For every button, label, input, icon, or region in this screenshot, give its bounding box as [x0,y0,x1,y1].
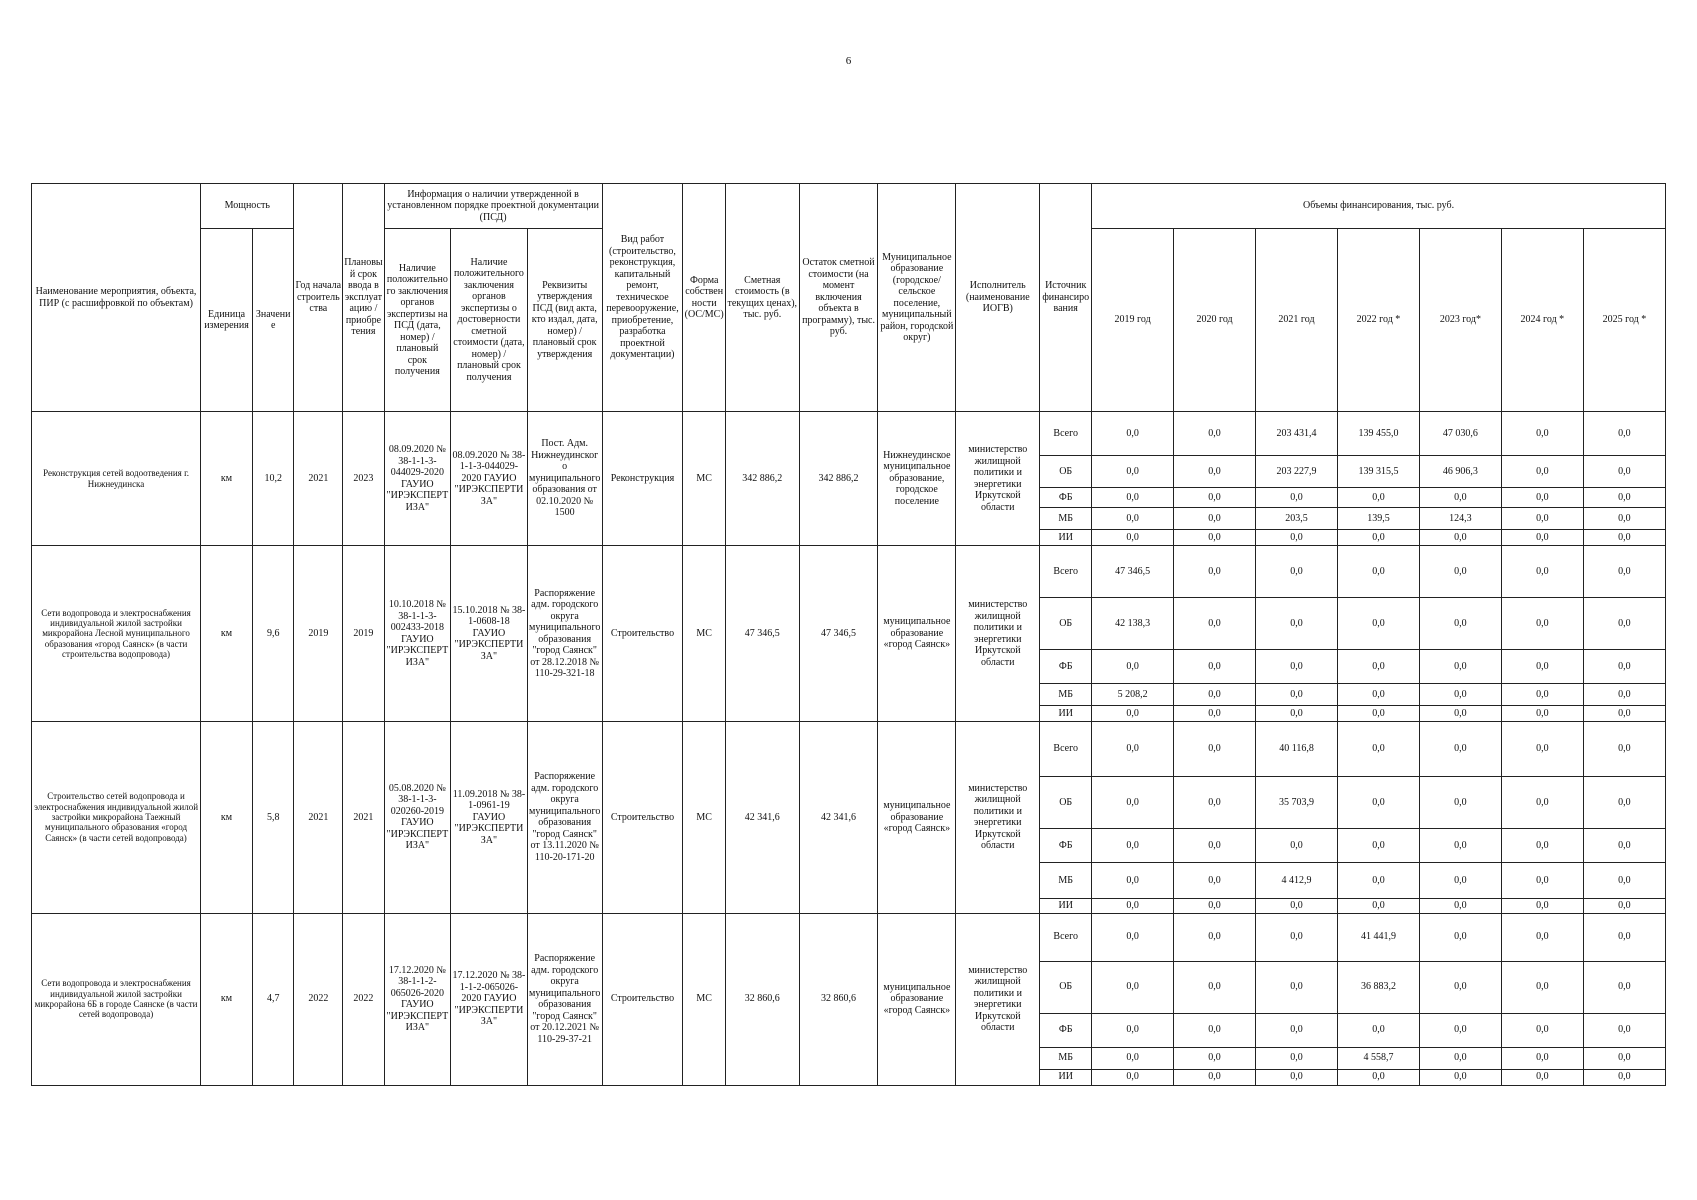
funding-value: 0,0 [1419,829,1501,863]
header-year-2024: 2024 год * [1501,229,1583,412]
remaining-cost: 342 886,2 [799,412,878,546]
funding-value: 0,0 [1337,706,1419,722]
funding-source: Всего [1040,722,1092,777]
psd-details: Пост. Адм. Нижнеудинского муниципального образования от 02.10.2020 № 1500 [527,412,602,546]
funding-value: 0,0 [1501,530,1583,546]
funding-source: ФБ [1040,488,1092,508]
funding-value: 0,0 [1174,456,1256,488]
funding-value: 0,0 [1583,1047,1665,1069]
municipality: муниципальное образование «город Саянск» [878,546,956,722]
funding-value: 0,0 [1256,684,1338,706]
funding-value: 0,0 [1174,829,1256,863]
funding-value: 0,0 [1583,899,1665,914]
funding-value: 47 346,5 [1092,546,1174,598]
planned-date: 2019 [343,546,384,722]
header-estimated-cost: Сметная стоимость (в текущих ценах), тыс. руб. [725,184,799,412]
funding-value: 0,0 [1092,1069,1174,1085]
funding-value: 0,0 [1092,1013,1174,1047]
header-year-2019: 2019 год [1092,229,1174,412]
funding-value: 0,0 [1501,508,1583,530]
funding-value: 0,0 [1501,706,1583,722]
funding-value: 0,0 [1337,863,1419,899]
funding-value: 0,0 [1419,530,1501,546]
funding-value: 47 030,6 [1419,412,1501,456]
estimated-cost: 342 886,2 [725,412,799,546]
psd-expertise: 08.09.2020 № 38-1-1-3-044029-2020 ГАУИО "ИРЭКСПЕРТИЗА" [384,412,450,546]
funding-value: 0,0 [1092,913,1174,961]
psd-estimate: 08.09.2020 № 38-1-1-3-044029-2020 ГАУИО "ИРЭКСПЕРТИЗА" [451,412,528,546]
funding-value: 0,0 [1092,650,1174,684]
funding-value: 0,0 [1174,722,1256,777]
executor: министерство жилищной политики и энергетики Иркутской области [956,722,1040,914]
funding-value: 40 116,8 [1256,722,1338,777]
table-header [32,184,1666,412]
work-type: Строительство [602,913,683,1085]
funding-value: 0,0 [1501,777,1583,829]
funding-value: 5 208,2 [1092,684,1174,706]
funding-value: 0,0 [1174,706,1256,722]
funding-source: ОБ [1040,961,1092,1013]
header-executor: Исполнитель (наименование ИОГВ) [956,184,1040,412]
funding-value: 4 558,7 [1337,1047,1419,1069]
funding-value: 0,0 [1501,684,1583,706]
funding-value: 0,0 [1583,1069,1665,1085]
header-year-2023: 2023 год* [1419,229,1501,412]
funding-value: 0,0 [1092,412,1174,456]
estimated-cost: 47 346,5 [725,546,799,722]
funding-value: 0,0 [1501,1047,1583,1069]
funding-value: 0,0 [1583,1013,1665,1047]
funding-source: ОБ [1040,777,1092,829]
funding-source: МБ [1040,684,1092,706]
planned-date: 2021 [343,722,384,914]
funding-value: 0,0 [1337,650,1419,684]
funding-value: 36 883,2 [1337,961,1419,1013]
table-row [32,913,1666,961]
funding-source: ФБ [1040,650,1092,684]
psd-details: Распоряжение адм. городского округа муниципального образования "город Саянск" от 20.12.2021 № 110-29-37-21 [527,913,602,1085]
funding-value: 0,0 [1092,777,1174,829]
funding-value: 0,0 [1174,546,1256,598]
funding-value: 0,0 [1583,508,1665,530]
funding-value: 0,0 [1174,1013,1256,1047]
funding-value: 0,0 [1583,777,1665,829]
funding-value: 35 703,9 [1256,777,1338,829]
funding-value: 0,0 [1419,488,1501,508]
header-start-year: Год начала строительства [294,184,343,412]
header-year-2025: 2025 год * [1583,229,1665,412]
funding-value: 0,0 [1337,530,1419,546]
header-capacity-unit: Единица измерения [201,229,253,412]
remaining-cost: 32 860,6 [799,913,878,1085]
funding-value: 0,0 [1256,488,1338,508]
header-year-2022: 2022 год * [1337,229,1419,412]
funding-value: 139 315,5 [1337,456,1419,488]
funding-value: 0,0 [1092,829,1174,863]
funding-value: 0,0 [1501,412,1583,456]
capacity-unit: км [201,546,253,722]
table-row [32,546,1666,598]
capacity-value: 4,7 [252,913,293,1085]
start-year: 2021 [294,722,343,914]
funding-value: 0,0 [1337,546,1419,598]
header-ownership: Форма собственности (ОС/МС) [683,184,726,412]
funding-value: 0,0 [1174,1047,1256,1069]
funding-value: 0,0 [1337,1013,1419,1047]
funding-value: 0,0 [1256,706,1338,722]
header-psd-details: Реквизиты утверждения ПСД (вид акта, кто издал, дата, номер) / плановый срок утверждения [527,229,602,412]
funding-value: 0,0 [1501,863,1583,899]
table-row [32,412,1666,456]
work-type: Строительство [602,722,683,914]
funding-source: ИИ [1040,899,1092,914]
funding-value: 0,0 [1092,1047,1174,1069]
funding-value: 0,0 [1092,488,1174,508]
funding-value: 0,0 [1583,706,1665,722]
funding-value: 0,0 [1583,456,1665,488]
header-capacity: Мощность [201,184,294,229]
funding-value: 139,5 [1337,508,1419,530]
funding-value: 0,0 [1583,913,1665,961]
funding-value: 0,0 [1337,829,1419,863]
psd-expertise: 05.08.2020 № 38-1-1-3-020260-2019 ГАУИО "ИРЭКСПЕРТИЗА" [384,722,450,914]
ownership: МС [683,412,726,546]
funding-value: 0,0 [1337,598,1419,650]
funding-source: МБ [1040,1047,1092,1069]
work-type: Реконструкция [602,412,683,546]
funding-value: 203 227,9 [1256,456,1338,488]
funding-value: 0,0 [1419,899,1501,914]
estimated-cost: 32 860,6 [725,913,799,1085]
funding-value: 0,0 [1174,684,1256,706]
funding-source: Всего [1040,546,1092,598]
funding-value: 0,0 [1419,722,1501,777]
table-body [32,412,1666,1086]
funding-value: 0,0 [1583,488,1665,508]
funding-value: 0,0 [1092,706,1174,722]
funding-value: 0,0 [1501,899,1583,914]
funding-value: 0,0 [1583,722,1665,777]
funding-value: 46 906,3 [1419,456,1501,488]
funding-value: 0,0 [1337,899,1419,914]
psd-details: Распоряжение адм. городского округа муниципального образования "город Саянск" от 28.12.2018 № 110-29-321-18 [527,546,602,722]
ownership: МС [683,546,726,722]
header-name: Наименование мероприятия, объекта, ПИР (с расшифровкой по объектам) [32,184,201,412]
funding-value: 124,3 [1419,508,1501,530]
funding-value: 139 455,0 [1337,412,1419,456]
funding-value: 0,0 [1501,456,1583,488]
funding-value: 0,0 [1583,961,1665,1013]
funding-value: 0,0 [1256,598,1338,650]
funding-value: 0,0 [1419,913,1501,961]
funding-value: 0,0 [1256,961,1338,1013]
funding-value: 0,0 [1583,598,1665,650]
funding-value: 0,0 [1583,546,1665,598]
funding-value: 0,0 [1419,777,1501,829]
funding-value: 203 431,4 [1256,412,1338,456]
capacity-value: 5,8 [252,722,293,914]
psd-expertise: 17.12.2020 № 38-1-1-2-065026-2020 ГАУИО "ИРЭКСПЕРТИЗА" [384,913,450,1085]
funding-source: ОБ [1040,598,1092,650]
investment-program-table [31,183,1666,1086]
funding-value: 0,0 [1419,706,1501,722]
funding-source: ОБ [1040,456,1092,488]
funding-source: ФБ [1040,829,1092,863]
funding-value: 0,0 [1174,961,1256,1013]
capacity-unit: км [201,412,253,546]
funding-value: 0,0 [1092,961,1174,1013]
funding-value: 0,0 [1256,829,1338,863]
header-psd-estimate: Наличие положительного заключения органов экспертизы о достоверности сметной стоимости (дата, номер) / плановый срок получения [451,229,528,412]
psd-estimate: 15.10.2018 № 38-1-0608-18 ГАУИО "ИРЭКСПЕРТИЗА" [451,546,528,722]
funding-value: 0,0 [1256,899,1338,914]
psd-estimate: 17.12.2020 № 38-1-1-2-065026-2020 ГАУИО "ИРЭКСПЕРТИЗА" [451,913,528,1085]
funding-value: 0,0 [1337,488,1419,508]
funding-value: 0,0 [1501,1069,1583,1085]
capacity-unit: км [201,913,253,1085]
funding-value: 0,0 [1501,961,1583,1013]
funding-source: ИИ [1040,1069,1092,1085]
funding-value: 0,0 [1174,412,1256,456]
funding-value: 0,0 [1501,546,1583,598]
funding-value: 0,0 [1092,863,1174,899]
table-row [32,722,1666,777]
psd-details: Распоряжение адм. городского округа муниципального образования "город Саянск" от 13.11.2020 № 110-20-171-20 [527,722,602,914]
funding-value: 0,0 [1174,913,1256,961]
object-name: Сети водопровода и электроснабжения индивидуальной жилой застройки микрорайона 6Б в городе Саянске (в части сетей водопровода) [32,913,201,1085]
funding-value: 0,0 [1419,1047,1501,1069]
funding-value: 0,0 [1501,488,1583,508]
header-municipality: Муниципальное образование (городское/сельское поселение, муниципальный район, городской округ) [878,184,956,412]
header-remaining-cost: Остаток сметной стоимости (на момент включения объекта в программу), тыс. руб. [799,184,878,412]
funding-value: 0,0 [1174,508,1256,530]
header-year-2020: 2020 год [1174,229,1256,412]
ownership: МС [683,913,726,1085]
funding-value: 0,0 [1337,684,1419,706]
funding-value: 0,0 [1174,863,1256,899]
municipality: Нижнеудинское муниципальное образование, городское поселение [878,412,956,546]
funding-value: 0,0 [1501,829,1583,863]
object-name: Сети водопровода и электроснабжения индивидуальной жилой застройки микрорайона Лесной муниципального образования «город Саянск» (в части строительства водопровода) [32,546,201,722]
estimated-cost: 42 341,6 [725,722,799,914]
header-year-2021: 2021 год [1256,229,1338,412]
header-planned-date: Плановый срок ввода в эксплуатацию / приобретения [343,184,384,412]
funding-value: 0,0 [1419,684,1501,706]
start-year: 2022 [294,913,343,1085]
funding-value: 4 412,9 [1256,863,1338,899]
municipality: муниципальное образование «город Саянск» [878,722,956,914]
funding-value: 0,0 [1256,1047,1338,1069]
funding-value: 0,0 [1419,961,1501,1013]
funding-value: 0,0 [1419,598,1501,650]
funding-value: 0,0 [1174,650,1256,684]
funding-value: 0,0 [1501,650,1583,684]
start-year: 2021 [294,412,343,546]
funding-value: 0,0 [1419,863,1501,899]
funding-value: 0,0 [1174,598,1256,650]
funding-value: 0,0 [1092,722,1174,777]
funding-source: Всего [1040,412,1092,456]
object-name: Реконструкция сетей водоотведения г. Нижнеудинска [32,412,201,546]
funding-source: Всего [1040,913,1092,961]
funding-value: 0,0 [1501,598,1583,650]
remaining-cost: 47 346,5 [799,546,878,722]
object-name: Строительство сетей водопровода и электроснабжения индивидуальной жилой застройки микрорайона Таежный муниципального образования «город Саянск» (в части сетей водопровода) [32,722,201,914]
psd-estimate: 11.09.2018 № 38-1-0961-19 ГАУИО "ИРЭКСПЕРТИЗА" [451,722,528,914]
capacity-value: 9,6 [252,546,293,722]
header-capacity-value: Значение [252,229,293,412]
funding-value: 0,0 [1174,1069,1256,1085]
funding-value: 0,0 [1174,899,1256,914]
funding-source: МБ [1040,863,1092,899]
header-source: Источник финансирования [1040,184,1092,412]
capacity-value: 10,2 [252,412,293,546]
funding-value: 0,0 [1501,1013,1583,1047]
funding-source: ФБ [1040,1013,1092,1047]
funding-value: 0,0 [1174,777,1256,829]
funding-value: 0,0 [1337,1069,1419,1085]
funding-value: 0,0 [1256,1013,1338,1047]
funding-source: ИИ [1040,530,1092,546]
executor: министерство жилищной политики и энергетики Иркутской области [956,546,1040,722]
funding-value: 0,0 [1419,1069,1501,1085]
ownership: МС [683,722,726,914]
funding-value: 0,0 [1419,1013,1501,1047]
funding-value: 0,0 [1174,488,1256,508]
funding-value: 0,0 [1337,722,1419,777]
funding-value: 0,0 [1256,530,1338,546]
funding-source: ИИ [1040,706,1092,722]
funding-value: 0,0 [1419,546,1501,598]
funding-value: 0,0 [1256,913,1338,961]
funding-value: 0,0 [1256,546,1338,598]
funding-value: 0,0 [1583,412,1665,456]
header-work-type: Вид работ (строительство, реконструкция, капитальный ремонт, техническое перевооружение, приобретение, разработка проектной документации) [602,184,683,412]
funding-value: 0,0 [1583,650,1665,684]
funding-value: 0,0 [1501,722,1583,777]
municipality: муниципальное образование «город Саянск» [878,913,956,1085]
funding-value: 41 441,9 [1337,913,1419,961]
funding-value: 0,0 [1174,530,1256,546]
remaining-cost: 42 341,6 [799,722,878,914]
funding-value: 0,0 [1092,508,1174,530]
page-number: 6 [845,55,852,67]
funding-value: 0,0 [1256,1069,1338,1085]
funding-value: 0,0 [1256,650,1338,684]
header-funding: Объемы финансирования, тыс. руб. [1092,184,1666,229]
executor: министерство жилищной политики и энергетики Иркутской области [956,412,1040,546]
funding-value: 0,0 [1419,650,1501,684]
start-year: 2019 [294,546,343,722]
planned-date: 2022 [343,913,384,1085]
funding-value: 0,0 [1337,777,1419,829]
funding-source: МБ [1040,508,1092,530]
funding-value: 203,5 [1256,508,1338,530]
funding-value: 0,0 [1583,829,1665,863]
funding-value: 0,0 [1092,530,1174,546]
psd-expertise: 10.10.2018 № 38-1-1-3-002433-2018 ГАУИО "ИРЭКСПЕРТИЗА" [384,546,450,722]
header-psd-expertise: Наличие положительного заключения органов экспертизы на ПСД (дата, номер) / плановый срок получения [384,229,450,412]
executor: министерство жилищной политики и энергетики Иркутской области [956,913,1040,1085]
work-type: Строительство [602,546,683,722]
funding-value: 0,0 [1583,530,1665,546]
funding-value: 0,0 [1501,913,1583,961]
funding-value: 0,0 [1583,684,1665,706]
funding-value: 42 138,3 [1092,598,1174,650]
funding-value: 0,0 [1092,899,1174,914]
planned-date: 2023 [343,412,384,546]
capacity-unit: км [201,722,253,914]
funding-value: 0,0 [1583,863,1665,899]
funding-value: 0,0 [1092,456,1174,488]
header-psd-info: Информация о наличии утвержденной в установленном порядке проектной документации (ПСД) [384,184,602,229]
